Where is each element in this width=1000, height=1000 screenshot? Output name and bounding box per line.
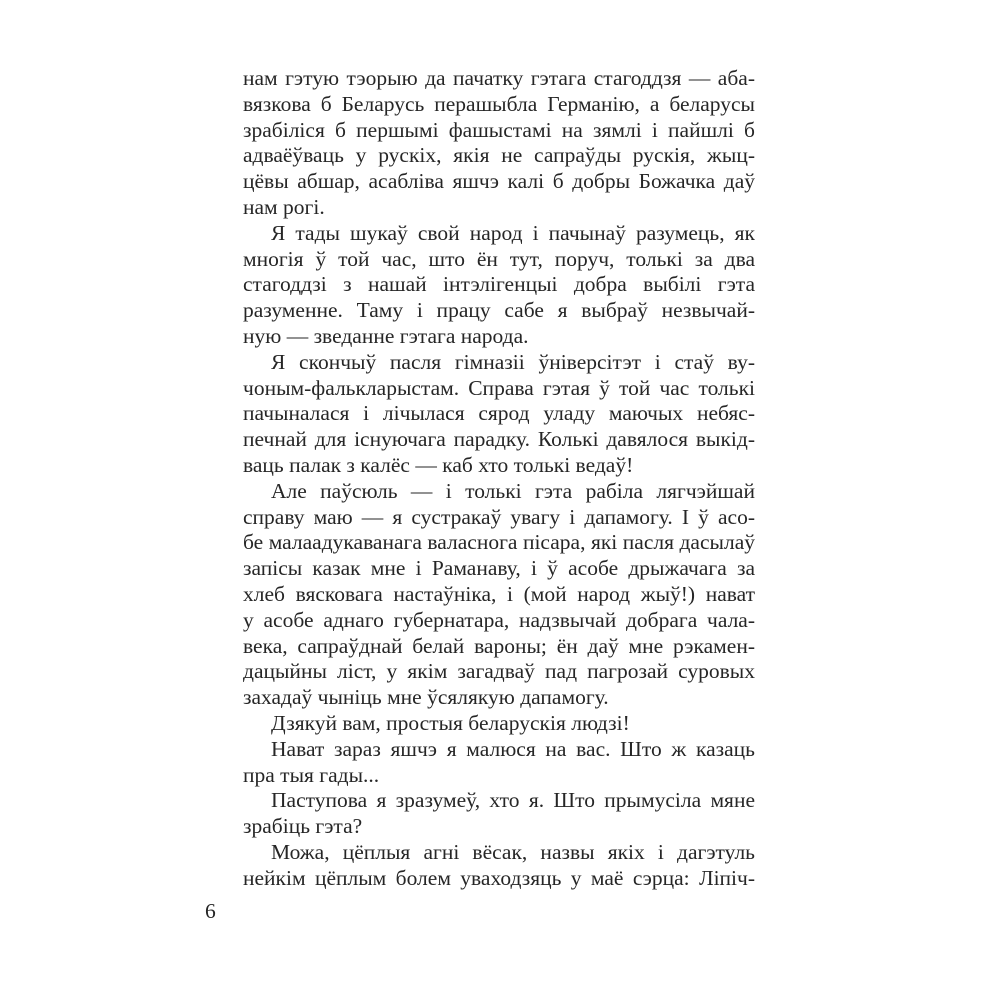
paragraph-first-line: Можа, цёплыя агні вёсак, назвы якіх і дагэтуль: [271, 839, 755, 864]
paragraph-first-line: Я скончыў пасля гімназіі ўніверсітэт і стаў ву-: [271, 349, 755, 374]
body-text: [243, 66, 755, 892]
paragraph-first-line: Дзякуй вам, простыя беларускія людзі!: [271, 710, 630, 735]
paragraph-first-line: Нават зараз яшчэ я малюся на вас. Што ж казаць: [271, 736, 755, 761]
text-line: запісы казак мне і Раманаву, і ў асобе дрыжачага за: [243, 556, 755, 581]
text-line: пра тыя гады...: [243, 762, 380, 787]
page-number: 6: [205, 899, 216, 923]
text-line: ваць палак з калёс — каб хто толькі ведаў!: [243, 452, 634, 477]
text-line: бе малаадукаванага валаснога пісара, які пасля дасылаў: [243, 530, 755, 555]
text-line: зрабіліся б першымі фашыстамі на зямлі і пайшлі б: [243, 117, 755, 142]
paragraph-first-line: Я тады шукаў свой народ і пачынаў разумець, як: [271, 220, 755, 245]
text-line: ную — зведанне гэтага народа.: [243, 323, 529, 348]
text-line: вязкова б Беларусь перашыбла Германію, а беларусы: [243, 91, 755, 116]
text-line: нейкім цёплым болем уваходзяць у маё сэрца: Ліпіч-: [243, 865, 755, 890]
text-line: века, сапраўднай белай вароны; ён даў мне рэкамен-: [243, 633, 755, 658]
paragraph-first-line: Але паўсюль — і толькі гэта рабіла лягчэйшай: [271, 478, 755, 503]
text-line: справу маю — я сустракаў увагу і дапамогу. І ў асо-: [243, 504, 755, 529]
text-line: пачыналася і лічылася сярод уладу маючых небяс-: [243, 401, 755, 426]
text-line: захадаў чыніць мне ўсялякую дапамогу.: [243, 685, 609, 710]
text-line: нам рогі.: [243, 194, 325, 219]
text-line: многія ў той час, што ён тут, поруч, толькі за два: [243, 246, 755, 271]
text-line: у асобе аднаго губернатара, надзвычай добрага чала-: [243, 607, 755, 632]
text-line: чоным-фалькларыстам. Справа гэтая ў той час толькі: [243, 375, 755, 400]
text-line: печнай для існуючага парадку. Колькі давялося выкід-: [243, 427, 755, 452]
text-line: адваёўваць у рускіх, якія не сапраўды рускія, жыц-: [243, 143, 755, 168]
text-line: цёвы абшар, асабліва яшчэ калі б добры Божачка даў: [243, 169, 755, 194]
text-line: нам гэтую тэорыю да пачатку гэтага стагоддзя — аба-: [243, 66, 755, 90]
paragraph-first-line: Паступова я зразумеў, хто я. Што прымусіла мяне: [271, 788, 755, 813]
text-line: стагоддзі з нашай інтэлігенцыі добра выбілі гэта: [243, 272, 755, 297]
text-line: разуменне. Таму і працу сабе я выбраў незвычай-: [243, 298, 755, 323]
text-line: хлеб вясковага настаўніка, і (мой народ жыў!) нават: [243, 581, 755, 606]
text-line: дацыйны ліст, у якім загадваў пад пагрозай суровых: [243, 659, 755, 684]
text-line: зрабіць гэта?: [243, 814, 363, 839]
